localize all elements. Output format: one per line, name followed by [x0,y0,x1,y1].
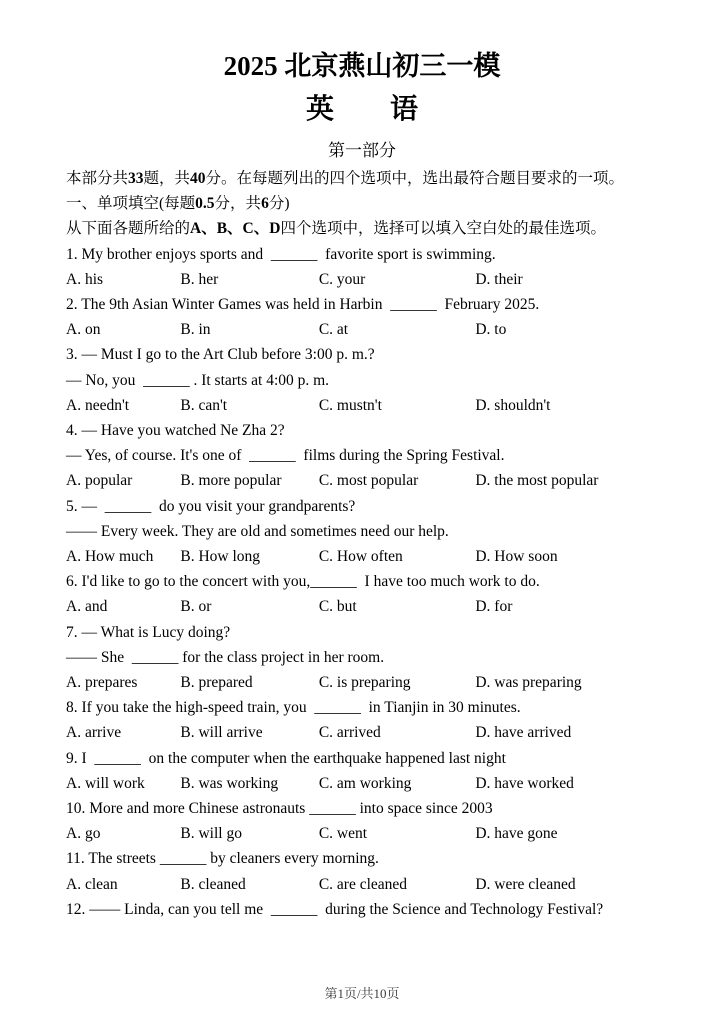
option-b: B. prepared [180,674,253,692]
option-d: D. How soon [475,548,558,566]
option-c: C. arrived [318,724,381,742]
option-c: C. at [318,321,349,339]
option-c: C. are cleaned [318,875,408,893]
question-text: 5. — ______ do you visit your grandparents? [66,497,356,515]
option-c: C. went [318,825,368,843]
option-c: C. your [318,270,366,288]
question-text: 10. More and more Chinese astronauts ______ into space since 2003 [66,800,493,818]
options-row [66,393,668,418]
question-text: —— She ______ for the class project in her room. [66,648,385,666]
option-a: A. popular [66,472,133,490]
part-heading: 第一部分 [328,141,396,160]
options-row [66,872,668,897]
option-a: A. arrive [66,724,122,742]
option-d: D. to [475,321,507,339]
option-d: D. the most popular [475,472,599,490]
question-text: 2. The 9th Asian Winter Games was held in Harbin ______ February 2025. [66,296,540,314]
option-c: C. is preparing [318,674,411,692]
options-row [66,317,668,342]
section-heading: 一、单项填空(每题0.5分，共6分) [66,195,290,213]
option-b: B. was working [180,774,279,792]
options-row [66,594,668,619]
options-row [66,771,668,796]
question-text: 12. —— Linda, can you tell me ______ during the Science and Technology Festival? [66,900,604,918]
options-row [66,544,668,569]
option-a: A. and [66,598,108,616]
option-d: D. have gone [475,825,558,843]
option-b: B. will go [180,825,242,843]
option-b: B. cleaned [180,875,246,893]
option-a: A. his [66,270,104,288]
option-b: B. or [180,598,212,616]
question-text: 11. The streets ______ by cleaners every morning. [66,850,379,868]
option-a: A. go [66,825,101,843]
option-a: A. needn't [66,396,130,414]
option-b: B. will arrive [180,724,263,742]
part-instructions: 本部分共33题，共40分。在每题列出的四个选项中，选出最符合题目要求的一项。 [66,170,625,187]
question-text: 3. — Must I go to the Art Club before 3:00 p. m.? [66,346,375,364]
exam-content [66,166,668,922]
option-a: A. How much [66,548,154,566]
options-row [66,267,668,292]
option-a: A. prepares [66,674,138,692]
option-b: B. her [180,270,219,288]
option-c: C. but [318,598,357,616]
option-a: A. on [66,321,101,339]
questions-list [66,242,668,922]
question-text: 7. — What is Lucy doing? [66,623,231,641]
option-b: B. in [180,321,211,339]
option-d: D. for [475,598,513,616]
option-d: D. was preparing [475,674,582,692]
question-text: 6. I'd like to go to the concert with you,______ I have too much work to do. [66,573,540,591]
option-b: B. more popular [180,472,282,490]
option-d: D. have arrived [475,724,572,742]
subject-title: 英 语 [305,94,418,125]
question-text: 8. If you take the high-speed train, you ______ in Tianjin in 30 minutes. [66,699,521,717]
option-b: B. How long [180,548,261,566]
option-d: D. were cleaned [475,875,576,893]
page-number: 第1页/共10页 [324,986,400,1001]
question-text: — Yes, of course. It's one of ______ films during the Spring Festival. [66,447,505,465]
question-text: 9. I ______ on the computer when the earthquake happened last night [66,749,506,767]
question-text: — No, you ______ . It starts at 4:00 p. m. [66,371,330,389]
exam-title: 2025 北京燕山初三一模 [223,51,501,81]
option-c: C. mustn't [318,396,382,414]
section-instructions: 从下面各题所给的A、B、C、D四个选项中，选择可以填入空白处的最佳选项。 [66,220,606,238]
option-a: A. will work [66,774,145,792]
options-row [66,468,668,493]
option-b: B. can't [180,396,228,414]
option-d: D. shouldn't [475,396,551,414]
option-c: C. most popular [318,472,419,490]
question-text: 1. My brother enjoys sports and ______ favorite sport is swimming. [66,245,496,263]
option-c: C. am working [318,774,412,792]
question-text: —— Every week. They are old and sometimes need our help. [66,522,449,540]
option-c: C. How often [318,548,403,566]
option-d: D. their [475,270,523,288]
options-row [66,821,668,846]
options-row [66,720,668,745]
option-a: A. clean [66,875,118,893]
options-row [66,670,668,695]
question-text: 4. — Have you watched Ne Zha 2? [66,422,285,440]
option-d: D. have worked [475,774,574,792]
